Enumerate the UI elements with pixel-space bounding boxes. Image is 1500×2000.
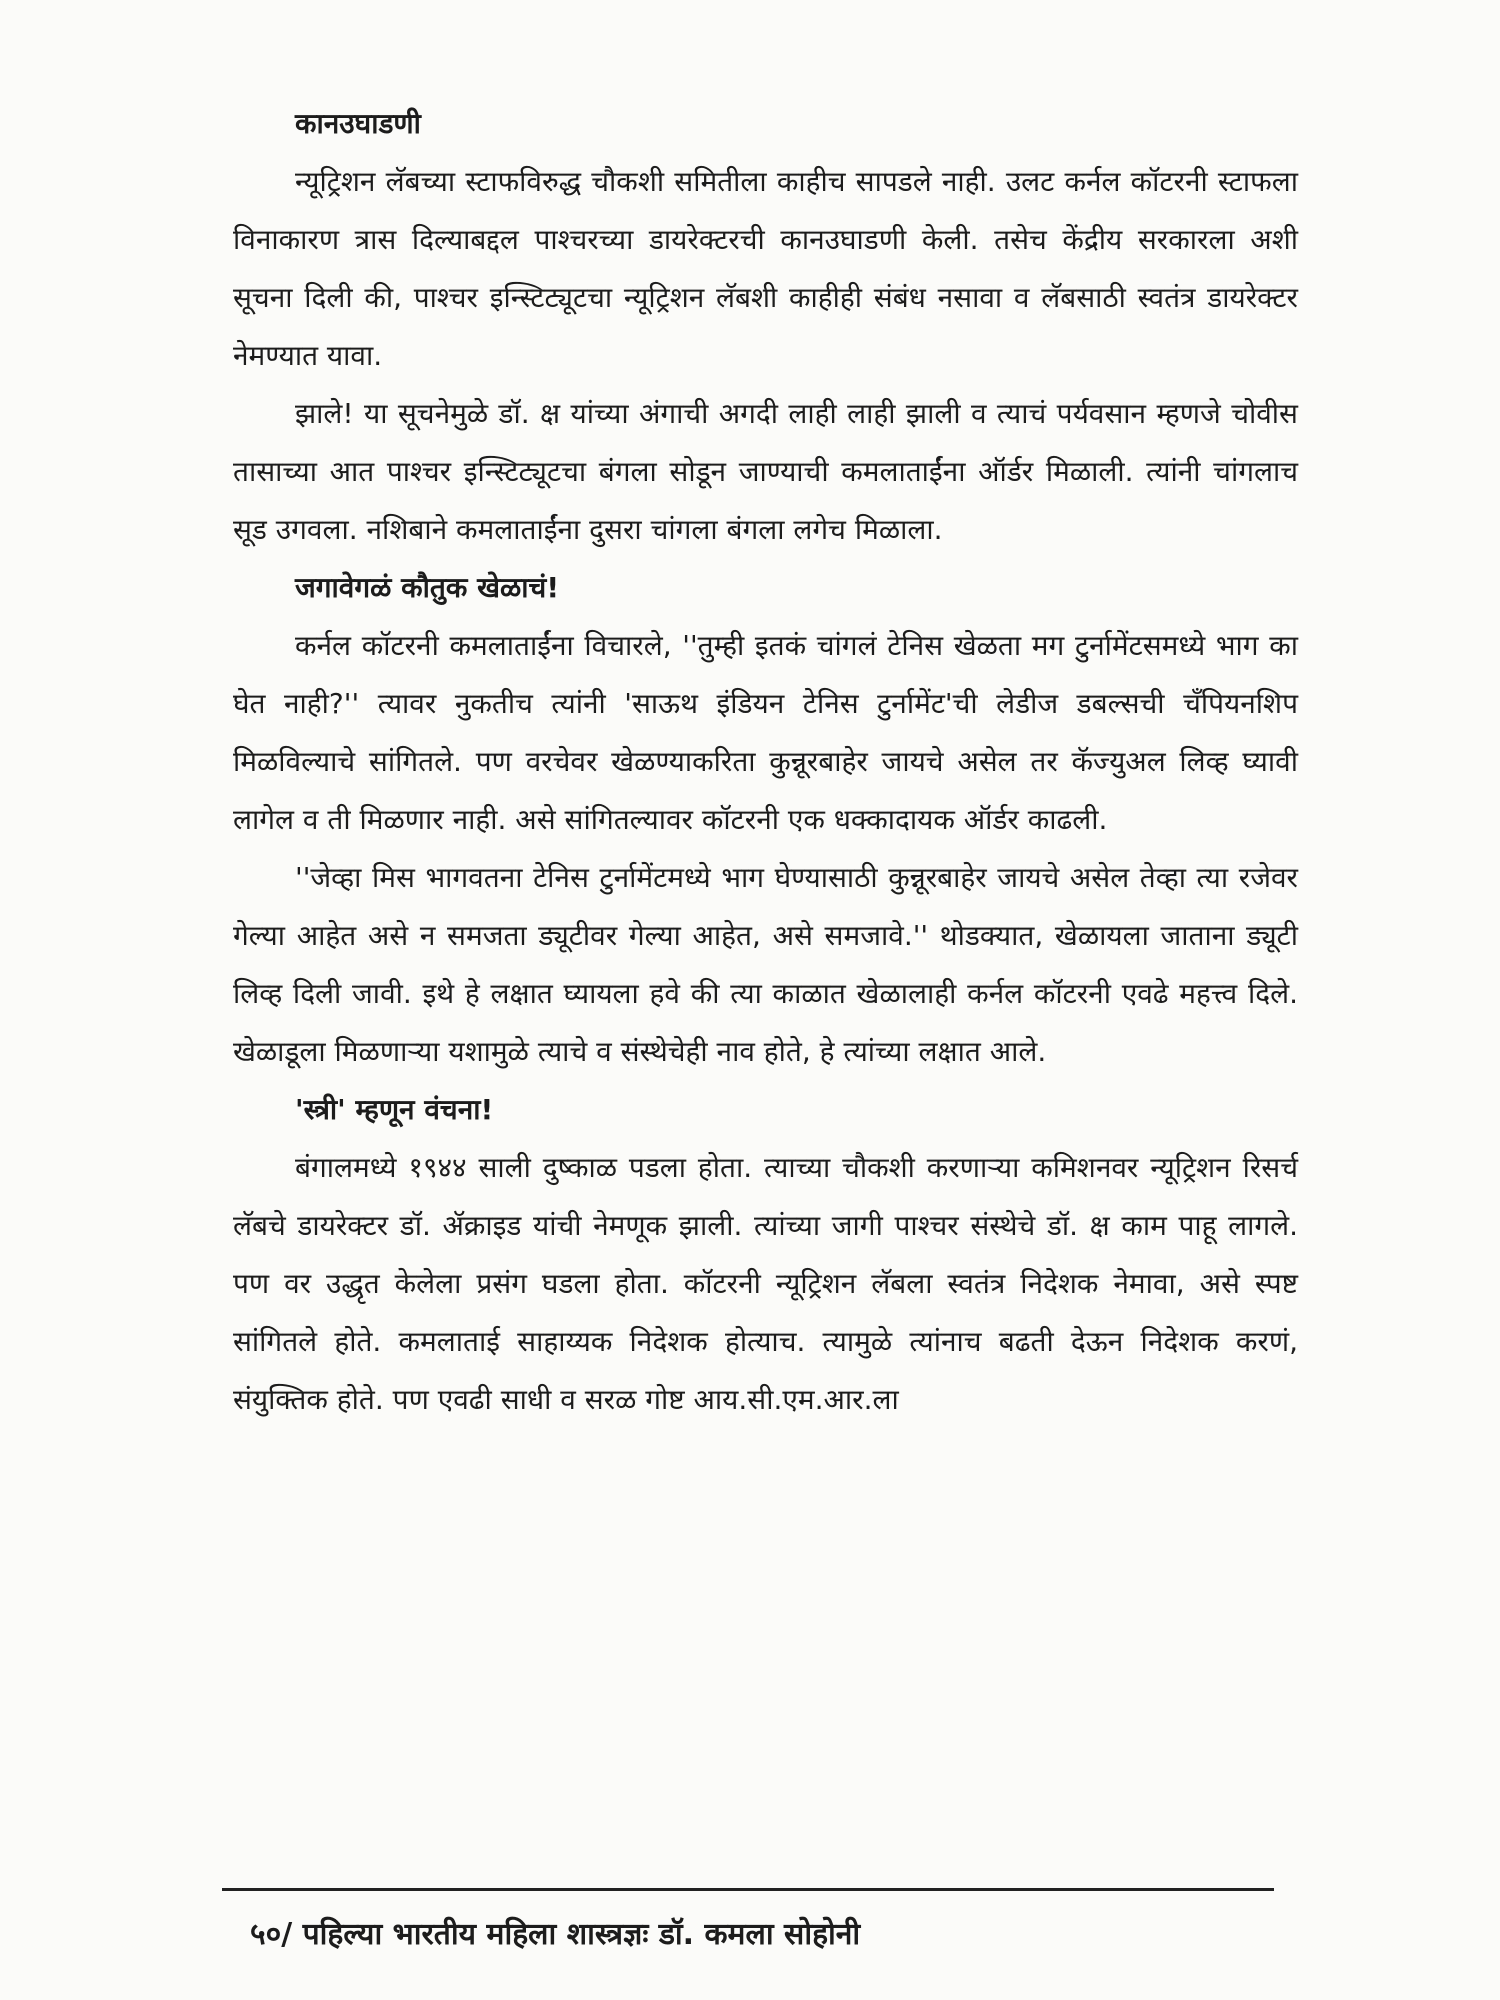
paragraph: झाले! या सूचनेमुळे डॉ. क्ष यांच्या अंगाची अगदी लाही लाही झाली व त्याचं पर्यवसान म्हणजे चोवीस तासाच्या आत पाश्चर इन्स्टिट्यूटचा बंगला सोडून जाण्याची कमलाताईंना ऑर्डर मिळाली. त्यांनी चांगलाच सूड उगवला. नशिबाने कमलाताईंना दुसरा चांगला बंगला लगेच मिळाला. — [233, 397, 1298, 546]
footer-divider — [222, 1888, 1274, 1891]
page-body — [233, 95, 1298, 1429]
page-footer: ५०/ पहिल्या भारतीय महिला शास्त्रज्ञः डॉ. कमला सोहोनी — [250, 1917, 861, 1952]
paragraph: न्यूट्रिशन लॅबच्या स्टाफविरुद्ध चौकशी समितीला काहीच सापडले नाही. उलट कर्नल कॉटरनी स्टाफला विनाकारण त्रास दिल्याबद्दल पाश्चरच्या डायरेक्टरची कानउघाडणी केली. तसेच केंद्रीय सरकारला अशी सूचना दिली की, पाश्चर इन्स्टिट्यूटचा न्यूट्रिशन लॅबशी काहीही संबंध नसावा व लॅबसाठी स्वतंत्र डायरेक्टर नेमण्यात यावा. — [233, 165, 1298, 372]
paragraph: ''जेव्हा मिस भागवतना टेनिस टुर्नामेंटमध्ये भाग घेण्यासाठी कुन्नूरबाहेर जायचे असेल तेव्हा त्या रजेवर गेल्या आहेत असे न समजता ड्यूटीवर गेल्या आहेत, असे समजावे.'' थोडक्यात, खेळायला जाताना ड्यूटी लिव्ह दिली जावी. इथे हे लक्षात घ्यायला हवे की त्या काळात खेळालाही कर्नल कॉटरनी एवढे महत्त्व दिले. खेळाडूला मिळणाऱ्या यशामुळे त्याचे व संस्थेचेही नाव होते, हे त्यांच्या लक्षात आले. — [233, 861, 1298, 1068]
paragraph: कर्नल कॉटरनी कमलाताईंना विचारले, ''तुम्ही इतकं चांगलं टेनिस खेळता मग टुर्नामेंटसमध्ये भाग का घेत नाही?'' त्यावर नुकतीच त्यांनी 'साऊथ इंडियन टेनिस टुर्नामेंट'ची लेडीज डबल्सची चँपियनशिप मिळविल्याचे सांगितले. पण वरचेवर खेळण्याकरिता कुन्नूरबाहेर जायचे असेल तर कॅज्युअल लिव्ह घ्यावी लागेल व ती मिळणार नाही. असे सांगितल्यावर कॉटरनी एक धक्कादायक ऑर्डर काढली. — [233, 629, 1298, 836]
section-heading-stri-vanchana: 'स्त्री' म्हणून वंचना! — [295, 1093, 494, 1126]
section-heading-kanughadani: कानउघाडणी — [295, 107, 421, 140]
paragraph: बंगालमध्ये १९४४ साली दुष्काळ पडला होता. त्याच्या चौकशी करणाऱ्या कमिशनवर न्यूट्रिशन रिसर्च लॅबचे डायरेक्टर डॉ. ॲक्राइड यांची नेमणूक झाली. त्यांच्या जागी पाश्चर संस्थेचे डॉ. क्ष काम पाहू लागले. पण वर उद्धृत केलेला प्रसंग घडला होता. कॉटरनी न्यूट्रिशन लॅबला स्वतंत्र निदेशक नेमावा, असे स्पष्ट सांगितले होते. कमलाताई साहाय्यक निदेशक होत्याच. त्यामुळे त्यांनाच बढती देऊन निदेशक करणं, संयुक्तिक होते. पण एवढी साधी व सरळ गोष्ट आय.सी.एम.आर.ला — [233, 1151, 1298, 1416]
section-heading-khelache-kautuk: जगावेगळं कौतुक खेळाचं! — [295, 571, 560, 604]
